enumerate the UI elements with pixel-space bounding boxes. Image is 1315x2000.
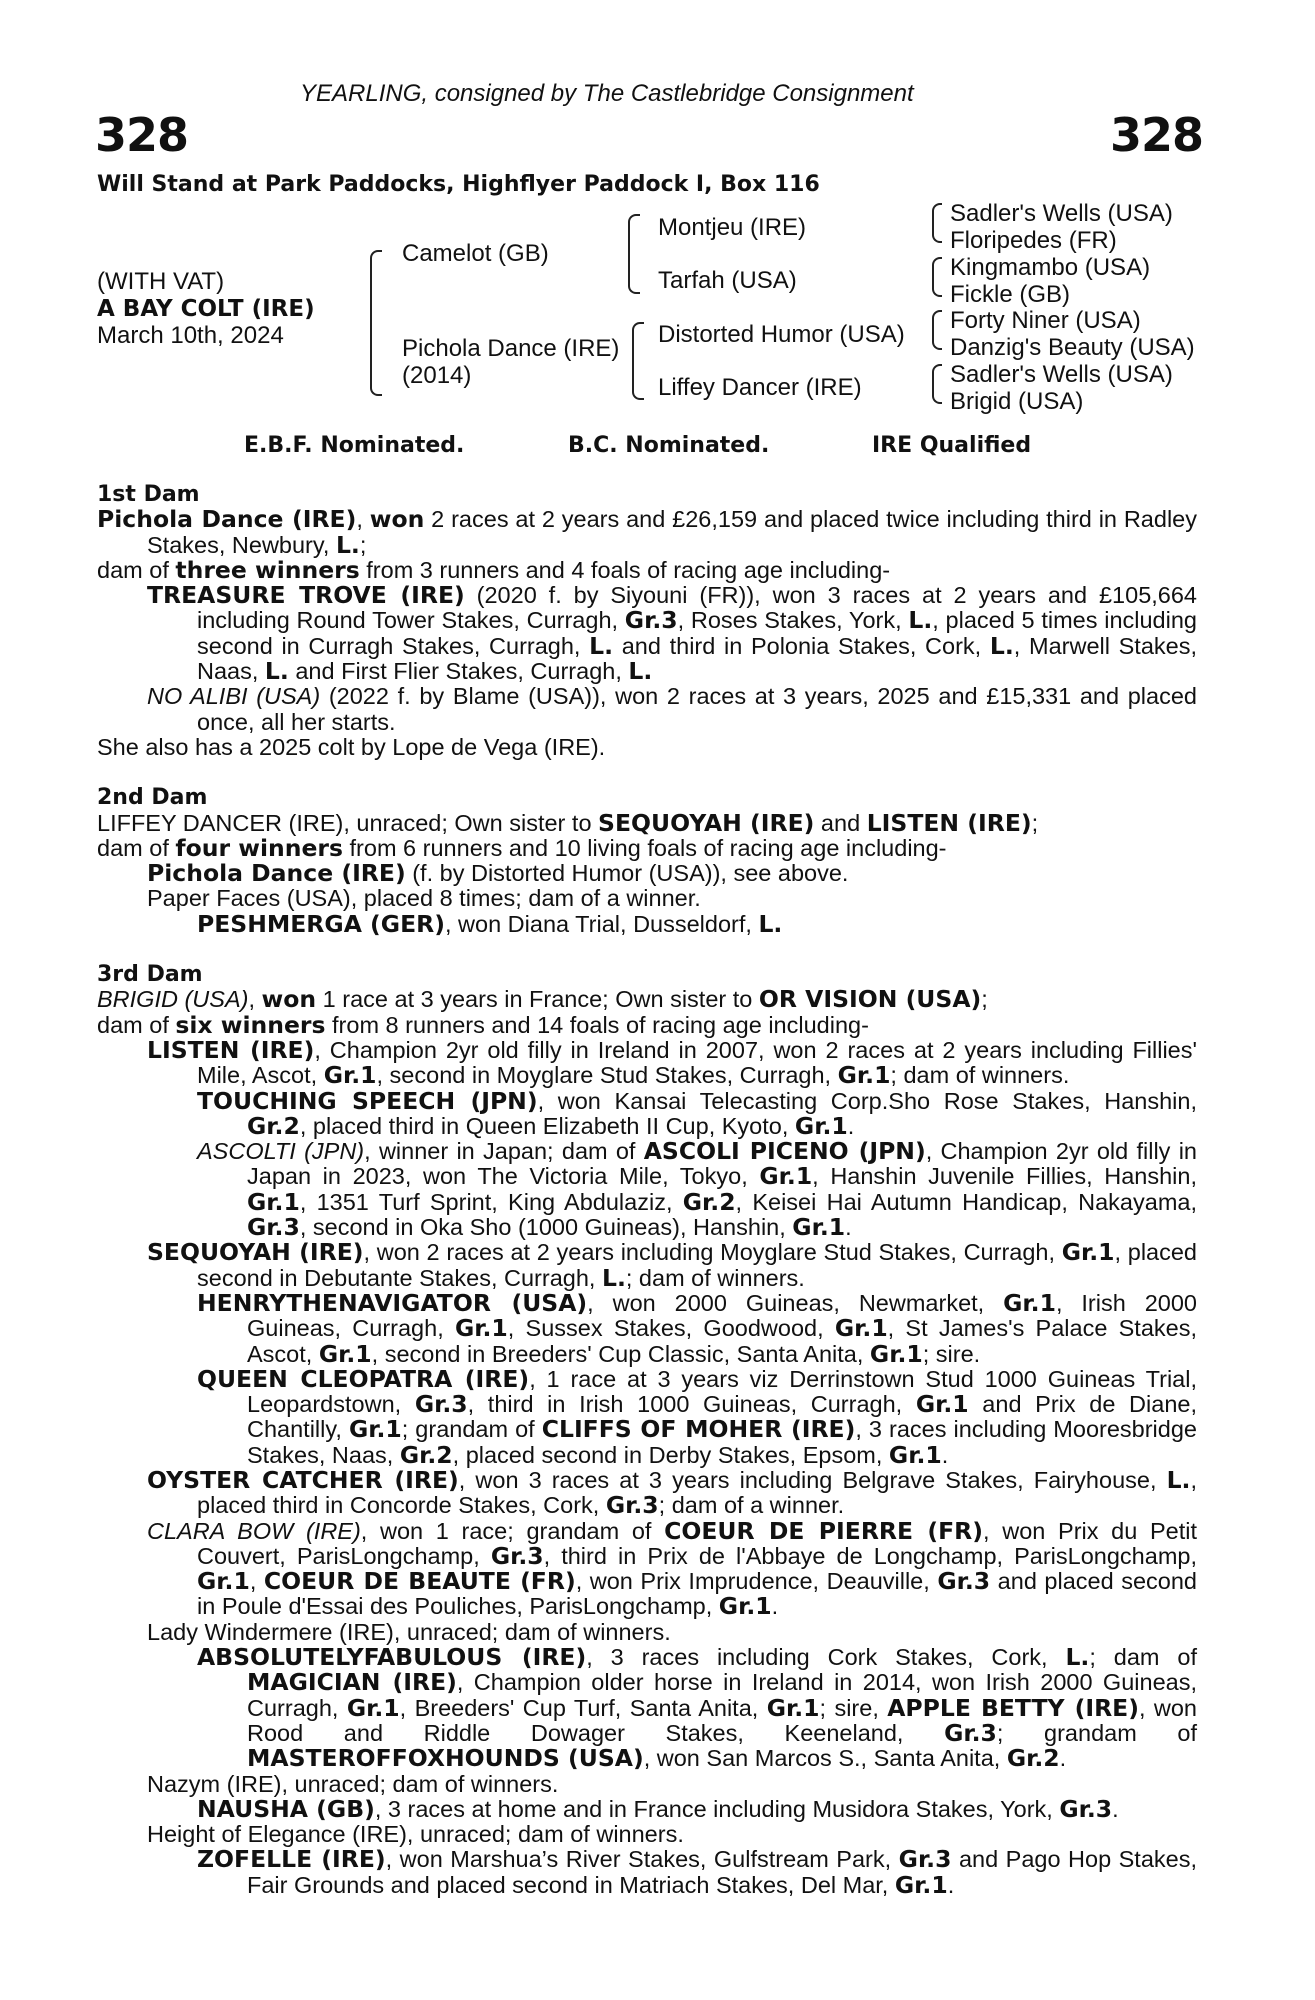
vat-label: (WITH VAT)	[97, 268, 225, 295]
dds-name: Sadler's Wells (USA)	[950, 361, 1173, 388]
first-dam-heading: 1st Dam	[97, 482, 200, 507]
page-subtitle: YEARLING, consigned by The Castlebridge Consignment	[300, 80, 914, 107]
sire-sire: Montjeu (IRE)	[658, 214, 807, 241]
produce-sequoyah: SEQUOYAH (IRE), won 2 races at 2 years including Moyglare Stud Stakes, Curragh, Gr.1, placed second in Debutante Stakes, Curragh, L.; dam of winners.	[147, 1238, 1198, 1292]
produce-peshmerga: PESHMERGA (GER), won Diana Trial, Dusseldorf, L.	[197, 909, 783, 938]
lot-number-left: 328	[95, 108, 189, 162]
dsd-name: Danzig's Beauty (USA)	[950, 334, 1195, 361]
sire-dam: Tarfah (USA)	[658, 267, 797, 294]
second-dam-heading: 2nd Dam	[97, 785, 208, 811]
produce-queen-cleopatra: QUEEN CLEOPATRA (IRE), 1 race at 3 years viz Derrinstown Stud 1000 Guineas Trial, Leopardstown, Gr.3, third in Irish 1000 Guineas, Curragh, Gr.1 and Prix de Diane, Chantilly, Gr.1; grandam of CLIFFS OF MOHER (IRE), 3 races including Mooresbridge Stakes, Naas, Gr.2, placed second in Derby Stakes, Epsom, Gr.1.	[197, 1364, 1198, 1469]
produce-absolutelyfabulous: ABSOLUTELYFABULOUS (IRE), 3 races including Cork Stakes, Cork, L.; dam of MAGICIAN (IRE), Champion older horse in Ireland in 2014, won Irish 2000 Guineas, Curragh, Gr.1, Breeders' Cup Turf, Santa Anita, Gr.1; sire, APPLE BETTY (IRE), won Rood and Riddle Dowager Stakes, Keeneland, Gr.3; grandam of MASTEROFFOXHOUNDS (USA), won San Marcos S., Santa Anita, Gr.2.	[197, 1643, 1198, 1773]
bc-nomination: B.C. Nominated.	[568, 433, 770, 458]
dam-year: (2014)	[402, 362, 472, 389]
dam-name-bold: Pichola Dance (IRE)	[97, 505, 357, 534]
stand-location: Will Stand at Park Paddocks, Highflyer Paddock I, Box 116	[97, 172, 820, 197]
produce-no-alibi: NO ALIBI (USA) (2022 f. by Blame (USA)), won 2 races at 3 years, 2025 and £15,331 and placed once, all her starts.	[147, 683, 1197, 735]
pedigree-brace-sd	[932, 257, 942, 297]
third-dam-produce-summary: dam of six winners from 8 runners and 14 foals of racing age including-	[97, 1010, 869, 1039]
produce-listen: LISTEN (IRE), Champion 2yr old filly in Ireland in 2007, won 2 races at 2 years including Fillies' Mile, Ascot, Gr.1, second in Moyglare Stud Stakes, Curragh, Gr.1; dam of winners.	[147, 1035, 1197, 1090]
produce-touching-speech: TOUCHING SPEECH (JPN), won Kansai Telecasting Corp.Sho Rose Stakes, Hanshin, Gr.2, placed third in Queen Elizabeth II Cup, Kyoto, Gr.1.	[197, 1086, 1197, 1140]
produce-treasure-trove: TREASURE TROVE (IRE) (2020 f. by Siyouni (FR)), won 3 races at 2 years and £105,664 including Round Tower Stakes, Curragh, Gr.3, Roses Stakes, York, L., placed 5 times including second in Curragh Stakes, Curragh, L. and third in Polonia Stakes, Cork, L., Marwell Stakes, Naas, L. and First Flier Stakes, Curragh, L.	[147, 581, 1198, 686]
ebf-nomination: E.B.F. Nominated.	[244, 433, 465, 458]
produce-pichola-dance: Pichola Dance (IRE) (f. by Distorted Humor (USA)), see above.	[147, 859, 849, 888]
pedigree-brace-ss	[932, 203, 942, 243]
dss-name: Forty Niner (USA)	[950, 307, 1141, 334]
second-dam-record: LIFFEY DANCER (IRE), unraced; Own sister to SEQUOYAH (IRE) and LISTEN (IRE);	[97, 808, 1039, 837]
foaling-date: March 10th, 2024	[97, 322, 284, 349]
ssd-name: Floripedes (FR)	[950, 227, 1117, 254]
produce-clara-bow: CLARA BOW (IRE), won 1 race; grandam of COEUR DE PIERRE (FR), won Prix du Petit Couvert, ParisLongchamp, Gr.3, third in Prix de l'Abbaye de Longchamp, ParisLongchamp, Gr.1, COEUR DE BEAUTE (FR), won Prix Imprudence, Deauville, Gr.3 and placed second in Poule d'Essai des Pouliches, ParisLongchamp, Gr.1.	[147, 1516, 1197, 1621]
produce-height-of-elegance: Height of Elegance (IRE), unraced; dam of winners.	[147, 1821, 684, 1848]
pedigree-brace-ds	[932, 310, 942, 350]
sss-name: Sadler's Wells (USA)	[950, 200, 1173, 227]
produce-paper-faces: Paper Faces (USA), placed 8 times; dam of a winner.	[147, 885, 701, 912]
sdd-name: Fickle (GB)	[950, 281, 1070, 308]
sds-name: Kingmambo (USA)	[950, 254, 1151, 281]
dam-dam: Liffey Dancer (IRE)	[658, 374, 862, 401]
first-dam-produce-summary: dam of three winners from 3 runners and 4 foals of racing age including-	[97, 555, 891, 584]
pedigree-brace-sire	[628, 214, 640, 294]
produce-ascolti: ASCOLTI (JPN), winner in Japan; dam of ASCOLI PICENO (JPN), Champion 2yr old filly in Japan in 2023, won The Victoria Mile, Tokyo, Gr.1, Hanshin Juvenile Fillies, Hanshin, Gr.1, 1351 Turf Sprint, King Abdulaziz, Gr.2, Keisei Hai Autumn Handicap, Nakayama, Gr.3, second in Oka Sho (1000 Guineas), Hanshin, Gr.1.	[197, 1137, 1197, 1242]
produce-nausha: NAUSHA (GB), 3 races at home and in France including Musidora Stakes, York, Gr.3.	[197, 1794, 1119, 1823]
first-dam-record: Pichola Dance (IRE), won 2 races at 2 years and £26,159 and placed twice including third in Radley Stakes, Newbury, L.;	[97, 505, 1197, 559]
pedigree-brace-dam	[632, 322, 644, 400]
produce-2025-colt: She also has a 2025 colt by Lope de Vega (IRE).	[97, 733, 606, 760]
sire-name: Camelot (GB)	[402, 240, 549, 267]
lot-number-right: 328	[1109, 108, 1203, 162]
pedigree-brace-dd	[932, 364, 942, 404]
catalogue-body	[97, 482, 1197, 1898]
produce-oyster-catcher: OYSTER CATCHER (IRE), won 3 races at 3 years including Belgrave Stakes, Fairyhouse, L., placed third in Concorde Stakes, Cork, Gr.3; dam of a winner.	[147, 1465, 1197, 1520]
produce-nazym: Nazym (IRE), unraced; dam of winners.	[147, 1770, 559, 1797]
pedigree-brace-gen1	[370, 250, 382, 396]
ire-qualified: IRE Qualified	[872, 433, 1032, 458]
produce-zofelle: ZOFELLE (IRE), won Marshua’s River Stakes, Gulfstream Park, Gr.3 and Pago Hop Stakes, Fair Grounds and placed second in Matriach Stakes, Del Mar, Gr.1.	[197, 1845, 1197, 1899]
dam-name: Pichola Dance (IRE)	[402, 335, 620, 362]
third-dam-record: BRIGID (USA), won 1 race at 3 years in France; Own sister to OR VISION (USA);	[97, 985, 988, 1014]
ddd-name: Brigid (USA)	[950, 388, 1084, 415]
produce-henrythenavigator: HENRYTHENAVIGATOR (USA), won 2000 Guineas, Newmarket, Gr.1, Irish 2000 Guineas, Curragh, Gr.1, Sussex Stakes, Goodwood, Gr.1, St James's Palace Stakes, Ascot, Gr.1, second in Breeders' Cup Classic, Santa Anita, Gr.1; sire.	[197, 1288, 1198, 1368]
produce-lady-windermere: Lady Windermere (IRE), unraced; dam of winners.	[147, 1618, 671, 1645]
dam-sire: Distorted Humor (USA)	[658, 321, 905, 348]
second-dam-produce-summary: dam of four winners from 6 runners and 10 living foals of racing age including-	[97, 833, 947, 862]
third-dam-heading: 3rd Dam	[97, 962, 203, 988]
horse-name: A BAY COLT (IRE)	[97, 296, 315, 322]
